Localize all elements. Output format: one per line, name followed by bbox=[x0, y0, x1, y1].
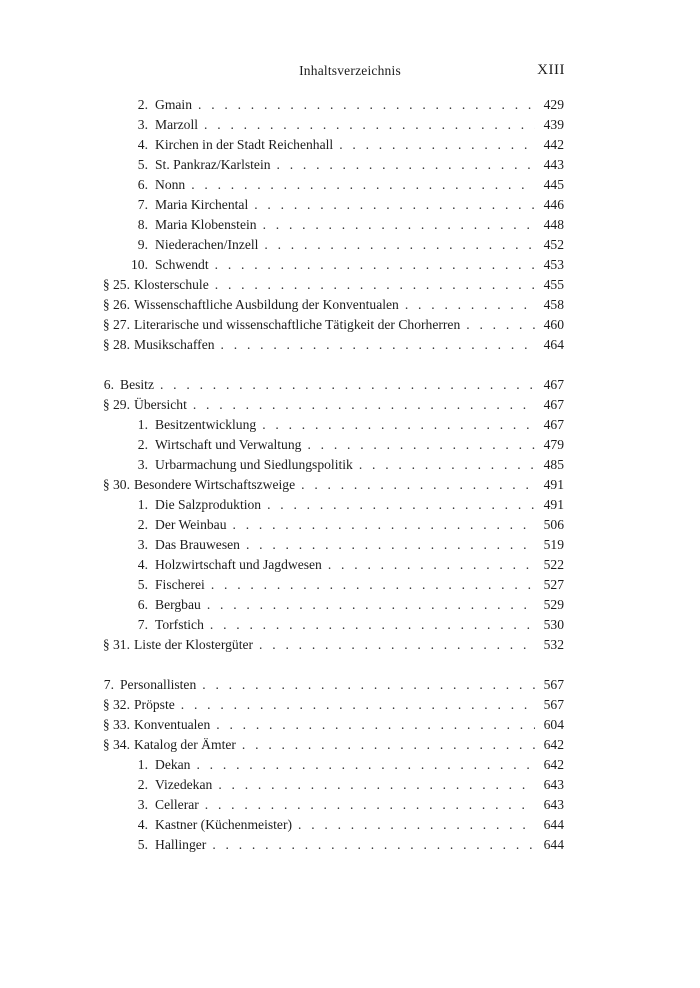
toc-entry-leader bbox=[134, 695, 535, 715]
toc-entry bbox=[0, 535, 700, 555]
dot-leader bbox=[301, 435, 535, 455]
dot-leader bbox=[253, 635, 535, 655]
toc-entry bbox=[0, 615, 700, 635]
toc-entry-title: Torfstich bbox=[155, 617, 204, 632]
toc-entry-leader bbox=[155, 455, 535, 475]
toc-entry-title: Die Salzproduktion bbox=[155, 497, 262, 512]
toc-entry-leader bbox=[120, 675, 535, 695]
toc-entry-number: 8. bbox=[137, 217, 148, 232]
toc-entry-leader bbox=[155, 555, 535, 575]
dot-leader bbox=[175, 695, 535, 715]
toc-entry bbox=[0, 435, 700, 455]
toc-entry-leader bbox=[155, 535, 535, 555]
dot-leader bbox=[333, 135, 535, 155]
dot-leader bbox=[206, 835, 535, 855]
toc-entry-number: § 33. bbox=[102, 717, 130, 732]
toc-entry bbox=[0, 255, 700, 275]
toc-entry-leader bbox=[155, 795, 535, 815]
toc-entry bbox=[0, 755, 700, 775]
toc-entry bbox=[0, 475, 700, 495]
toc-entry bbox=[0, 395, 700, 415]
toc-entry-page-number: 532 bbox=[543, 637, 564, 652]
toc-entry bbox=[0, 135, 700, 155]
toc-entry-number: 3. bbox=[137, 537, 148, 552]
toc-entry-title: Kastner (Küchenmeister) bbox=[155, 817, 293, 832]
toc-entry-leader bbox=[155, 615, 535, 635]
toc-entry-number: § 32. bbox=[102, 697, 130, 712]
dot-leader bbox=[215, 335, 535, 355]
toc-entry-title: Pröpste bbox=[134, 697, 175, 712]
dot-leader bbox=[256, 415, 535, 435]
toc-entry-leader bbox=[155, 835, 535, 855]
toc-entry-title: Wirtschaft und Verwaltung bbox=[155, 437, 302, 452]
toc-entry-number: 7. bbox=[137, 617, 148, 632]
toc-entry-page-number: 453 bbox=[543, 257, 564, 272]
toc-entry-title: Marzoll bbox=[155, 117, 199, 132]
toc-entry-page-number: 642 bbox=[543, 757, 564, 772]
toc-entry-leader bbox=[155, 595, 535, 615]
toc-entry-title: Der Weinbau bbox=[155, 517, 227, 532]
toc-entry-leader bbox=[155, 515, 535, 535]
toc-entry-leader bbox=[155, 415, 535, 435]
toc-entry-leader bbox=[155, 255, 535, 275]
toc-entry bbox=[0, 155, 700, 175]
toc-entry-page-number: 567 bbox=[543, 677, 564, 692]
toc-entry bbox=[0, 275, 700, 295]
toc-entry-leader bbox=[155, 115, 535, 135]
toc-entry-leader bbox=[155, 775, 535, 795]
toc-entry-number: § 30. bbox=[102, 477, 130, 492]
toc-entry bbox=[0, 835, 700, 855]
toc-entry bbox=[0, 775, 700, 795]
toc-entry bbox=[0, 555, 700, 575]
toc-entry-title: Niederachen/Inzell bbox=[155, 237, 259, 252]
toc-entry-number: 2. bbox=[137, 437, 148, 452]
toc-entry-page-number: 455 bbox=[543, 277, 564, 292]
toc-entry-page-number: 429 bbox=[543, 97, 564, 112]
toc-entry-number: 2. bbox=[137, 517, 148, 532]
toc-entry bbox=[0, 315, 700, 335]
toc-entry-page-number: 644 bbox=[543, 817, 564, 832]
toc-entry-leader bbox=[134, 635, 535, 655]
toc-entry-page-number: 467 bbox=[543, 377, 564, 392]
toc-entry-leader bbox=[155, 155, 535, 175]
toc-entry-page-number: 467 bbox=[543, 397, 564, 412]
toc-entry-title: Holzwirtschaft und Jagdwesen bbox=[155, 557, 322, 572]
toc-entry bbox=[0, 195, 700, 215]
toc-entry bbox=[0, 695, 700, 715]
toc-entry-leader bbox=[134, 395, 535, 415]
toc-entry-title: Besitzentwicklung bbox=[155, 417, 257, 432]
toc-entry-page-number: 464 bbox=[543, 337, 564, 352]
toc-entry-number: 2. bbox=[137, 97, 148, 112]
toc-entry-title: Literarische und wissenschaftliche Tätigkeit der Chorherren bbox=[134, 317, 461, 332]
dot-leader bbox=[209, 255, 535, 275]
toc-entry bbox=[0, 595, 700, 615]
dot-leader bbox=[248, 195, 535, 215]
toc-entry-page-number: 443 bbox=[543, 157, 564, 172]
toc-entry-page-number: 604 bbox=[543, 717, 564, 732]
toc-entry-title: Liste der Klostergüter bbox=[134, 637, 254, 652]
toc-entry-number: 1. bbox=[137, 757, 148, 772]
dot-leader bbox=[190, 755, 535, 775]
toc-entry-title: Personallisten bbox=[120, 677, 197, 692]
toc-entry-number: 6. bbox=[137, 177, 148, 192]
toc-entry bbox=[0, 215, 700, 235]
toc-entry bbox=[0, 515, 700, 535]
toc-entry-title: Hallinger bbox=[155, 837, 207, 852]
dot-leader bbox=[322, 555, 535, 575]
toc-entry-title: Cellerar bbox=[155, 797, 199, 812]
toc-entry-page-number: 460 bbox=[543, 317, 564, 332]
toc-entry-number: 1. bbox=[137, 497, 148, 512]
toc-entry bbox=[0, 795, 700, 815]
toc-entry bbox=[0, 675, 700, 695]
toc-entry-page-number: 529 bbox=[543, 597, 564, 612]
toc-entry-leader bbox=[155, 575, 535, 595]
toc-entry-number: 5. bbox=[137, 157, 148, 172]
toc-entry bbox=[0, 455, 700, 475]
dot-leader bbox=[154, 375, 535, 395]
toc-entry-leader bbox=[155, 815, 535, 835]
toc-entry-page-number: 522 bbox=[543, 557, 564, 572]
dot-leader bbox=[227, 515, 535, 535]
dot-leader bbox=[201, 595, 535, 615]
dot-leader bbox=[198, 115, 535, 135]
toc-entry-page-number: 519 bbox=[543, 537, 564, 552]
running-head bbox=[0, 62, 700, 82]
toc-entry bbox=[0, 95, 700, 115]
toc-entry-number: 10. bbox=[131, 257, 148, 272]
toc-entry-number: 5. bbox=[137, 577, 148, 592]
toc-entry-title: Besondere Wirtschaftszweige bbox=[134, 477, 296, 492]
toc-entry bbox=[0, 495, 700, 515]
toc-entry-leader bbox=[120, 375, 535, 395]
toc-entry-title: Das Brauwesen bbox=[155, 537, 240, 552]
toc-entry-leader bbox=[155, 195, 535, 215]
toc-entry-leader bbox=[155, 215, 535, 235]
toc-entry-number: 4. bbox=[137, 137, 148, 152]
toc-entry-number: 7. bbox=[103, 677, 114, 692]
running-title: Inhaltsverzeichnis bbox=[299, 63, 401, 78]
toc-entry-title: Fischerei bbox=[155, 577, 205, 592]
toc-entry-leader bbox=[155, 95, 535, 115]
dot-leader bbox=[199, 795, 535, 815]
toc-entry-title: Konventualen bbox=[134, 717, 211, 732]
toc-entry bbox=[0, 375, 700, 395]
toc-entry-number: 7. bbox=[137, 197, 148, 212]
dot-leader bbox=[271, 155, 535, 175]
toc-entry-title: Besitz bbox=[120, 377, 154, 392]
toc-entry-page-number: 446 bbox=[543, 197, 564, 212]
toc-entry-number: § 34. bbox=[102, 737, 130, 752]
toc-entry-leader bbox=[134, 295, 535, 315]
toc-entry-number: 9. bbox=[137, 237, 148, 252]
toc-entry-number: § 26. bbox=[102, 297, 130, 312]
toc-entry-title: Vizedekan bbox=[155, 777, 213, 792]
toc-entry-title: Katalog der Ämter bbox=[134, 737, 236, 752]
dot-leader bbox=[212, 775, 535, 795]
toc-entry-number: 3. bbox=[137, 457, 148, 472]
toc-entry-leader bbox=[134, 315, 535, 335]
toc-entry bbox=[0, 635, 700, 655]
toc-entry-leader bbox=[134, 475, 535, 495]
toc-entry-leader bbox=[155, 755, 535, 775]
toc-entry bbox=[0, 235, 700, 255]
toc-entry-title: Klosterschule bbox=[134, 277, 209, 292]
toc-entry bbox=[0, 815, 700, 835]
dot-leader bbox=[192, 95, 535, 115]
toc-entry-title: Urbarmachung und Siedlungspolitik bbox=[155, 457, 353, 472]
toc-entry-leader bbox=[155, 175, 535, 195]
toc-entry-title: Musikschaffen bbox=[134, 337, 215, 352]
toc-entry-number: § 25. bbox=[102, 277, 130, 292]
dot-leader bbox=[187, 395, 535, 415]
toc-entry-number: 6. bbox=[137, 597, 148, 612]
toc-entry-number: § 31. bbox=[102, 637, 130, 652]
dot-leader bbox=[261, 495, 535, 515]
toc-entry-number: 1. bbox=[137, 417, 148, 432]
toc-entry-page-number: 439 bbox=[543, 117, 564, 132]
toc-entry-title: Nonn bbox=[155, 177, 186, 192]
dot-leader bbox=[399, 295, 535, 315]
toc-entry-page-number: 485 bbox=[543, 457, 564, 472]
toc-entry-page-number: 458 bbox=[543, 297, 564, 312]
dot-leader bbox=[257, 215, 535, 235]
toc-entry-page-number: 642 bbox=[543, 737, 564, 752]
page-folio: XIII bbox=[537, 62, 565, 78]
toc-entry-title: Kirchen in der Stadt Reichenhall bbox=[155, 137, 334, 152]
dot-leader bbox=[258, 235, 535, 255]
toc-entry-title: Schwendt bbox=[155, 257, 209, 272]
toc-entry-page-number: 479 bbox=[543, 437, 564, 452]
toc-entry-title: Bergbau bbox=[155, 597, 201, 612]
toc-entry-title: Maria Klobenstein bbox=[155, 217, 257, 232]
toc-entry bbox=[0, 735, 700, 755]
toc-entry bbox=[0, 115, 700, 135]
toc-entry-number: § 29. bbox=[102, 397, 130, 412]
toc-entry bbox=[0, 175, 700, 195]
toc-entry-page-number: 442 bbox=[543, 137, 564, 152]
toc-entry bbox=[0, 415, 700, 435]
toc-entry-page-number: 644 bbox=[543, 837, 564, 852]
dot-leader bbox=[240, 535, 535, 555]
toc-entry-number: 2. bbox=[137, 777, 148, 792]
toc-entry bbox=[0, 715, 700, 735]
toc-entry-page-number: 530 bbox=[543, 617, 564, 632]
toc-entry-number: 4. bbox=[137, 557, 148, 572]
dot-leader bbox=[205, 575, 535, 595]
toc-entry-number: 3. bbox=[137, 117, 148, 132]
dot-leader bbox=[353, 455, 535, 475]
toc-entry-number: 3. bbox=[137, 797, 148, 812]
dot-leader bbox=[204, 615, 535, 635]
toc-entry bbox=[0, 295, 700, 315]
toc-entry-number: 5. bbox=[137, 837, 148, 852]
toc-entry-page-number: 643 bbox=[543, 777, 564, 792]
toc-entry-page-number: 567 bbox=[543, 697, 564, 712]
toc-entry-leader bbox=[134, 715, 535, 735]
toc-entry-title: Übersicht bbox=[134, 397, 187, 412]
toc-entry-number: 4. bbox=[137, 817, 148, 832]
toc-entry-title: St. Pankraz/Karlstein bbox=[155, 157, 271, 172]
dot-leader bbox=[210, 715, 535, 735]
toc-entry-leader bbox=[155, 135, 535, 155]
toc-entry bbox=[0, 575, 700, 595]
toc-entry-page-number: 506 bbox=[543, 517, 564, 532]
toc-entry-title: Gmain bbox=[155, 97, 192, 112]
toc-entry-title: Wissenschaftliche Ausbildung der Konventualen bbox=[134, 297, 399, 312]
toc-entry-page-number: 527 bbox=[543, 577, 564, 592]
toc-entry-page-number: 467 bbox=[543, 417, 564, 432]
dot-leader bbox=[236, 735, 535, 755]
toc-entry-page-number: 491 bbox=[543, 477, 564, 492]
toc-entry-leader bbox=[134, 335, 535, 355]
toc-entry-leader bbox=[134, 735, 535, 755]
dot-leader bbox=[196, 675, 535, 695]
dot-leader bbox=[209, 275, 535, 295]
toc-entry bbox=[0, 335, 700, 355]
toc-entry-page-number: 448 bbox=[543, 217, 564, 232]
toc-entry-leader bbox=[155, 435, 535, 455]
dot-leader bbox=[185, 175, 535, 195]
toc-entry-page-number: 643 bbox=[543, 797, 564, 812]
toc-entry-leader bbox=[134, 275, 535, 295]
toc-entry-title: Maria Kirchental bbox=[155, 197, 249, 212]
toc-entry-number: 6. bbox=[103, 377, 114, 392]
toc-entry-page-number: 452 bbox=[543, 237, 564, 252]
toc-entry-number: § 28. bbox=[102, 337, 130, 352]
toc-entry-page-number: 445 bbox=[543, 177, 564, 192]
dot-leader bbox=[292, 815, 535, 835]
toc-entry-title: Dekan bbox=[155, 757, 191, 772]
toc-entry-leader bbox=[155, 235, 535, 255]
dot-leader bbox=[295, 475, 535, 495]
toc-entry-leader bbox=[155, 495, 535, 515]
toc-entry-number: § 27. bbox=[102, 317, 130, 332]
toc-entry-page-number: 491 bbox=[543, 497, 564, 512]
